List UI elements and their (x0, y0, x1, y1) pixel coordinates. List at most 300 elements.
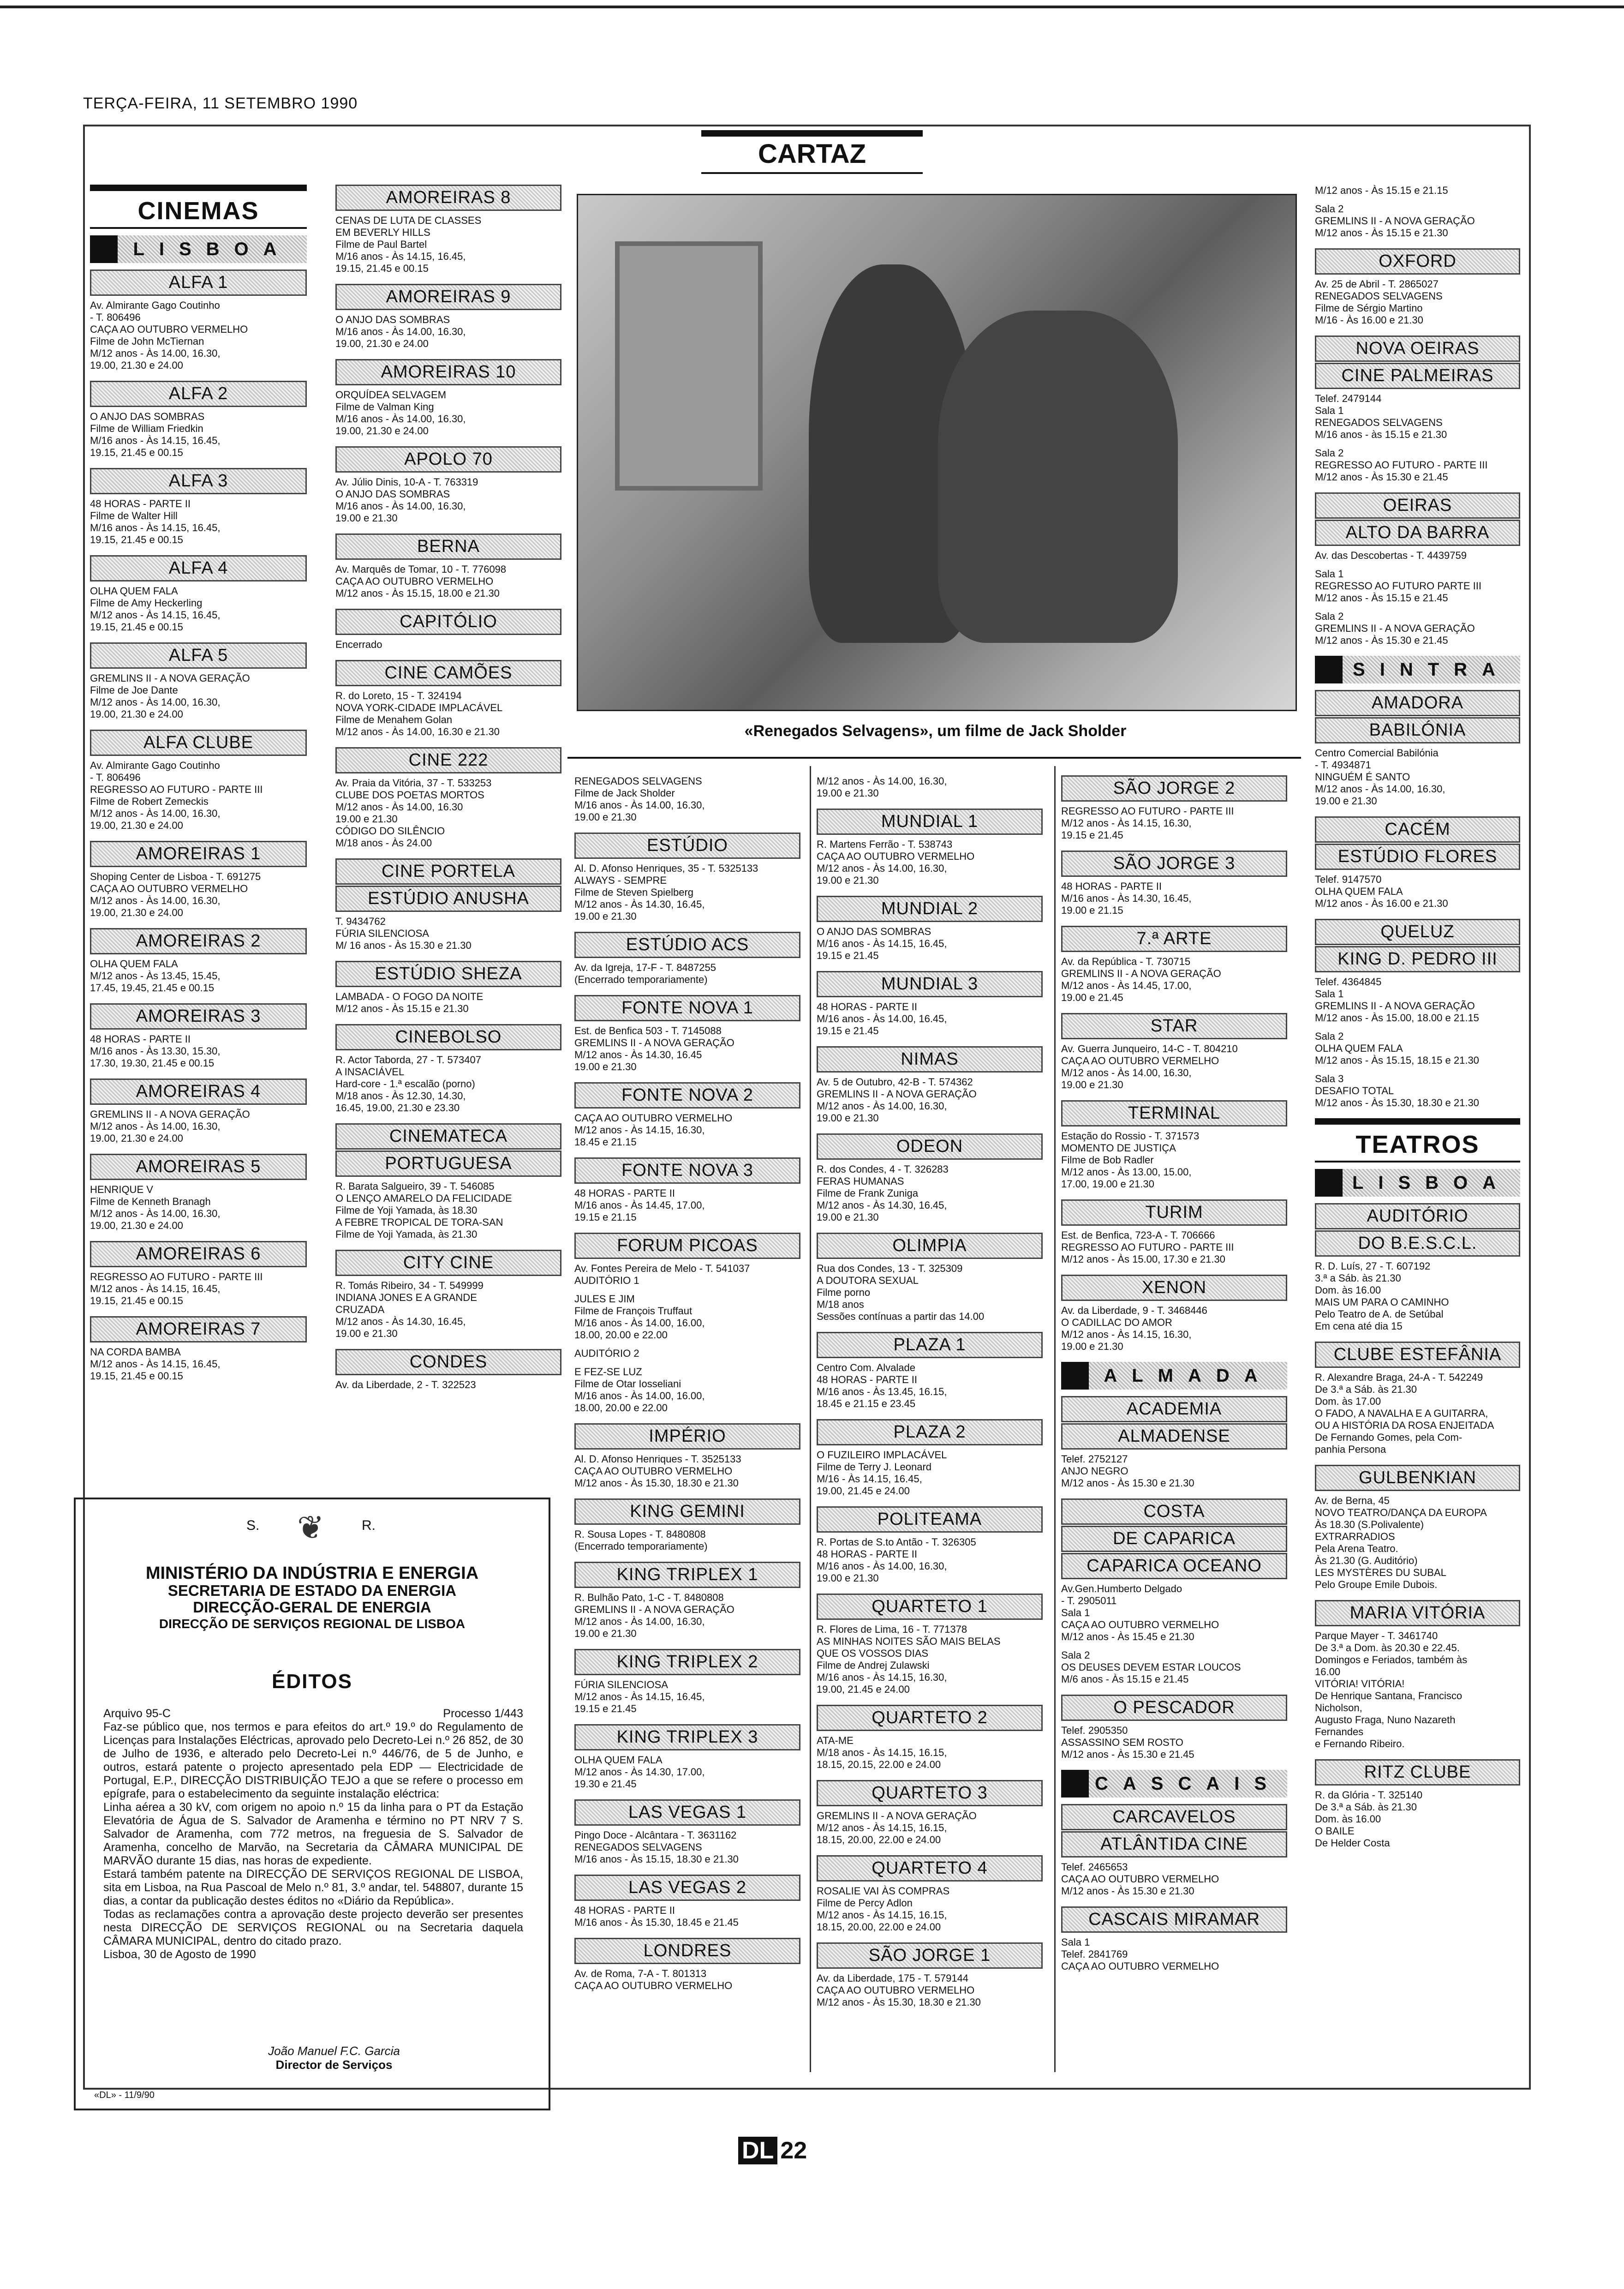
listing-line: 19.00, 21.30 e 24.00 (335, 338, 429, 349)
venue-name: AMOREIRAS 9 (335, 284, 561, 310)
listing-line: CAÇA AO OUTUBRO VERMELHO (1061, 1960, 1219, 1972)
venue-name: STAR (1061, 1013, 1287, 1039)
venue-name: FONTE NOVA 1 (574, 995, 800, 1021)
listing-line: Av. Júlio Dinis, 10-A - T. 763319 (335, 476, 478, 488)
listing-line: REGRESSO AO FUTURO - PARTE III (1061, 1241, 1234, 1253)
listing-line: T. 9434762 (335, 916, 386, 927)
listing-line: AS MINHAS NOITES SÃO MAIS BELAS (817, 1636, 1001, 1647)
listing-line: Al. D. Afonso Henriques, 35 - T. 5325133 (574, 863, 758, 874)
venue-name: FONTE NOVA 3 (574, 1157, 800, 1184)
venue-listing (1315, 690, 1520, 807)
listing-line: 48 HORAS - PARTE II (817, 1548, 918, 1560)
venue-listing (817, 775, 1043, 799)
listing-line: Sala 3 (1315, 1073, 1344, 1085)
listing-line: Av. de Berna, 45 (1315, 1495, 1390, 1506)
venue-name: PORTUGUESA (335, 1150, 561, 1177)
film-still-photo (577, 194, 1297, 711)
listing-line: M/16 anos - Às 14.15, 16.45, (90, 522, 221, 533)
venue-name: OEIRAS (1315, 492, 1520, 519)
top-rule (0, 6, 1624, 8)
listing-line: Av. da Liberdade, 2 - T. 322523 (335, 1379, 476, 1390)
venue-name: XENON (1061, 1275, 1287, 1301)
listing-line: De 3.ª a Sáb. às 21.30 (1315, 1801, 1417, 1813)
listing-line: O FUZILEIRO IMPLACÁVEL (817, 1449, 947, 1461)
listing-line: Filme de Jack Sholder (574, 787, 675, 799)
venue-listing (335, 533, 561, 599)
listing-line (574, 1287, 800, 1293)
venue-name: ALTO DA BARRA (1315, 520, 1520, 546)
city-name: LISBOA (133, 239, 292, 259)
listing-line: De Helder Costa (1315, 1837, 1390, 1849)
listing-line: GREMLINS II - A NOVA GERAÇÃO (817, 1810, 977, 1822)
notice-publication-ref: «DL» - 11/9/90 (94, 2090, 155, 2100)
listing-line: O LENÇO AMARELO DA FELICIDADE (335, 1192, 512, 1204)
listing-line: Av. Almirante Gago Coutinho (90, 300, 220, 311)
listing-line: M/16 - Às 14.15, 16.45, (817, 1473, 922, 1485)
listing-line: CAÇA AO OUTUBRO VERMELHO (90, 883, 248, 894)
listing-line: M/12 anos - Às 14.15, 16.30, (1061, 1329, 1192, 1340)
listing-line: Nicholson, (1315, 1702, 1362, 1714)
listing-line: M/12 anos - Às 15.15 e 21.15 (1315, 185, 1448, 196)
notice-title: ÉDITOS (271, 1670, 352, 1693)
venue-listing (817, 1855, 1043, 1933)
venue-name: CINE 222 (335, 747, 561, 773)
listing-line: M/18 anos (817, 1299, 864, 1310)
listing-line: R. do Loreto, 15 - T. 324194 (335, 690, 462, 701)
venue-listing (817, 1233, 1043, 1323)
listing-line: VITÓRIA! VITÓRIA! (1315, 1678, 1405, 1690)
listing-line: RENEGADOS SELVAGENS (574, 1841, 702, 1853)
listing-line: M/12 anos - Às 14.00, 16.30, (90, 348, 221, 359)
venue-listing (335, 359, 561, 437)
notice-service: DIRECÇÃO DE SERVIÇOS REGIONAL DE LISBOA (159, 1617, 466, 1631)
venue-listing (1315, 1759, 1520, 1849)
listing-line: Av. da República - T. 730715 (1061, 956, 1191, 967)
listing-column-1 (90, 185, 307, 1391)
venue-name: COSTA (1061, 1498, 1287, 1525)
listing-line: Centro Com. Alvalade (817, 1362, 915, 1373)
listing-line: GREMLINS II - A NOVA GERAÇÃO (1315, 1000, 1475, 1012)
listing-line: Av. Marquês de Tomar, 10 - T. 776098 (335, 563, 507, 575)
listing-line: M/12 anos - Às 14.00, 16.30, (817, 775, 947, 787)
venue-name: CONDES (335, 1349, 561, 1375)
listing-line: Av. Guerra Junqueiro, 14-C - T. 804210 (1061, 1043, 1238, 1055)
listing-line: 19.00, 21.30 e 24.00 (90, 360, 183, 371)
listing-line: M/12 anos - Às 14.00, 16.30, (90, 895, 221, 906)
listing-line: 19.00 e 21.30 (1061, 1341, 1123, 1352)
listing-line: GREMLINS II - A NOVA GERAÇÃO (1061, 968, 1221, 979)
listing-line: De Fernando Gomes, pela Com- (1315, 1432, 1463, 1443)
listing-line: 19.30 e 21.45 (574, 1778, 637, 1790)
venue-name: ESTÚDIO ACS (574, 932, 800, 958)
listing-line: O ANJO DAS SOMBRAS (817, 926, 931, 937)
cinemas-title: CINEMAS (90, 195, 307, 229)
venue-listing (1315, 1342, 1520, 1456)
venue-listing (1315, 1465, 1520, 1591)
listing-line: Av. Praia da Vitória, 37 - T. 533253 (335, 777, 492, 789)
listing-line: 19.15 e 21.15 (574, 1211, 637, 1223)
venue-listing (1315, 248, 1520, 326)
listing-line: M/12 anos - Às 15.30 e 21.45 (1315, 471, 1448, 483)
listing-line: Encerrado (335, 639, 382, 650)
listing-line: ORQUÍDEA SELVAGEM (335, 389, 447, 401)
page-number (738, 2137, 807, 2164)
listing-line: 19.00 e 21.30 (817, 1572, 879, 1584)
notice-secretariat: SECRETARIA DE ESTADO DA ENERGIA (167, 1582, 457, 1599)
venue-listing (1061, 1498, 1287, 1685)
listing-line: M/16 anos - às 15.15 e 21.30 (1315, 429, 1447, 440)
venue-name: ALFA 4 (90, 555, 307, 581)
listing-line: NA CORDA BAMBA (90, 1346, 181, 1358)
venue-name: AMOREIRAS 1 (90, 841, 307, 867)
venue-name: BERNA (335, 533, 561, 560)
page-number-value: 22 (780, 2137, 807, 2164)
listing-line: A FEBRE TROPICAL DE TORA-SAN (335, 1216, 503, 1228)
listing-line: 19.00 e 21.45 (1061, 992, 1123, 1003)
listing-line: CAÇA AO OUTUBRO VERMELHO (574, 1465, 733, 1477)
listing-line: Filme de William Friedkin (90, 423, 203, 434)
listing-line: M/16 anos - Às 14.15, 16.45, (90, 435, 221, 446)
cartaz-bar (701, 130, 923, 137)
listing-line: NINGUÉM É SANTO (1315, 771, 1410, 783)
notice-paragraph: Linha aérea a 30 kV, com origem no apoio n.º 15 da linha para o PT da Estação Elevatória de Água de S. Salvador de Aramenha e término no PT NRV 7 S. Salvador de Aramenha, com 772 metros, na freguesia de S. Salvador de Aramenha, concelho de Marvão, na Secretaria da CÂMARA MUNICIPAL DE MARVÃO durante 15 dias, nas horas de expediente. (103, 1801, 523, 1867)
venue-listing (90, 555, 307, 633)
listing-line: M/12 anos - Às 14.30, 16.45, (574, 899, 705, 910)
listing-line: 48 HORAS - PARTE II (1061, 881, 1162, 892)
venue-listing (1315, 816, 1520, 910)
listing-line: M/12 anos - Às 14.00, 16.30, (90, 1208, 221, 1219)
notice-signer: João Manuel F.C. Garcia (268, 2044, 400, 2058)
listing-line: M/12 anos - Às 15.15 e 21.30 (1315, 227, 1448, 239)
listing-line: M/12 anos - Às 16.00 e 21.30 (1315, 898, 1448, 909)
city-banner (90, 235, 307, 263)
listing-line: 19.00 e 21.30 (574, 811, 637, 823)
listing-line: M/12 anos - Às 14.00, 16.30, (90, 808, 221, 819)
listing-line: M/12 anos - Às 15.00, 17.30 e 21.30 (1061, 1253, 1225, 1265)
listing-line: M/16 anos - Às 14.00, 16.45, (817, 1013, 947, 1025)
teatros-title: TEATROS (1315, 1128, 1520, 1162)
city-banner-block (1061, 1770, 1089, 1798)
listing-line: 19.00 e 21.30 (817, 1112, 879, 1124)
listing-line: Est. de Benfica, 723-A - T. 706666 (1061, 1229, 1215, 1241)
listing-line (1315, 1067, 1520, 1073)
venue-name: OLIMPIA (817, 1233, 1043, 1259)
notice-role: Director de Serviços (275, 2058, 393, 2072)
listing-line: R. Martens Ferrão - T. 538743 (817, 839, 953, 850)
listing-line: Filme de Bob Radler (1061, 1154, 1154, 1166)
venue-listing (1315, 185, 1520, 239)
listing-line: 19.00 e 21.30 (335, 1328, 398, 1339)
city-name: ALMADA (1104, 1365, 1272, 1386)
venue-listing (574, 1799, 800, 1865)
newspaper-logo: DL (738, 2137, 777, 2164)
listing-line: 18.15, 20.15, 22.00 e 24.00 (817, 1759, 941, 1770)
listing-line: 19.00, 21.30 e 24.00 (90, 1220, 183, 1231)
venue-name: ALMADENSE (1061, 1423, 1287, 1450)
listing-line: M/12 anos - Às 15.15, 18.15 e 21.30 (1315, 1055, 1479, 1066)
listing-line: M/12 anos - Às 15.15 e 21.45 (1315, 592, 1448, 604)
venue-name: ALFA 3 (90, 468, 307, 494)
venue-listing (90, 1316, 307, 1382)
listing-line: M/16 anos - Às 15.15, 18.30 e 21.30 (574, 1853, 739, 1865)
listing-line: Av. 5 de Outubro, 42-B - T. 574362 (817, 1076, 973, 1088)
venue-name: CINEBOLSO (335, 1024, 561, 1050)
listing-line: ANJO NEGRO (1061, 1465, 1128, 1477)
listing-line: O ANJO DAS SOMBRAS (335, 314, 450, 325)
listing-line: panhia Persona (1315, 1444, 1386, 1455)
listing-line: 48 HORAS - PARTE II (90, 498, 191, 509)
listing-line: Sala 2 (1315, 447, 1344, 459)
listing-line: O ANJO DAS SOMBRAS (335, 488, 450, 500)
listing-line: Parque Mayer - T. 3461740 (1315, 1630, 1438, 1642)
venue-name: QUARTETO 4 (817, 1855, 1043, 1882)
listing-line: CAÇA AO OUTUBRO VERMELHO (1061, 1055, 1219, 1067)
venue-name: MUNDIAL 2 (817, 896, 1043, 922)
city-banner-block (90, 235, 118, 263)
listing-line: Filme de Kenneth Branagh (90, 1196, 211, 1207)
listing-line: M/12 anos - Às 14.00, 16.30, (817, 863, 947, 874)
listing-line: M/12 anos - Às 14.00, 16.30, (574, 1616, 705, 1627)
venue-listing (335, 1024, 561, 1114)
listing-line: Al. D. Afonso Henriques - T. 3525133 (574, 1453, 741, 1465)
venue-listing (90, 928, 307, 994)
venue-name: GULBENKIAN (1315, 1465, 1520, 1491)
listing-line: 19.15 e 21.45 (817, 950, 879, 961)
venue-listing (90, 841, 307, 919)
listing-line: Filme porno (817, 1287, 871, 1298)
venue-name: SÃO JORGE 2 (1061, 775, 1287, 802)
venue-listing (1061, 1804, 1287, 1897)
listing-line: EM BEVERLY HILLS (335, 227, 430, 238)
venue-name: FONTE NOVA 2 (574, 1082, 800, 1109)
page-date: TERÇA-FEIRA, 11 SETEMBRO 1990 (83, 95, 358, 112)
listing-line: M/16 anos - Às 14.00, 16.30, (335, 500, 466, 512)
venue-listing (1061, 1695, 1287, 1761)
city-banner (1315, 656, 1520, 683)
listing-line: Sessões contínuas a partir das 14.00 (817, 1311, 985, 1322)
photo-caption: «Renegados Selvagens», um filme de Jack Sholder (744, 722, 1127, 740)
notice-ministry: MINISTÉRIO DA INDÚSTRIA E ENERGIA (145, 1564, 479, 1583)
venue-name: MUNDIAL 3 (817, 971, 1043, 997)
listing-line: GREMLINS II - A NOVA GERAÇÃO (574, 1037, 734, 1049)
listing-line: FERAS HUMANAS (817, 1175, 904, 1187)
listing-line: O ANJO DAS SOMBRAS (90, 411, 205, 422)
listing-line: - T. 4934871 (1315, 759, 1371, 771)
city-banner-block (1061, 1362, 1089, 1390)
listing-line: O FADO, A NAVALHA E A GUITARRA, (1315, 1408, 1488, 1419)
venue-listing (574, 775, 800, 823)
listing-line: M/12 anos - Às 15.30, 18.30 e 21.30 (817, 1996, 981, 2008)
listing-line: OLHA QUEM FALA (90, 958, 178, 970)
official-notice (74, 1498, 550, 2110)
listing-line: 19.15, 21.45 e 00.15 (335, 263, 429, 274)
listing-line: M/12 anos - Às 15.30 e 21.45 (1315, 635, 1448, 646)
listing-line: REGRESSO AO FUTURO - PARTE III (1315, 459, 1488, 471)
listing-line (1315, 197, 1520, 203)
venue-name: DE CAPARICA (1061, 1526, 1287, 1552)
venue-name: BABILÓNIA (1315, 717, 1520, 743)
venue-listing (1315, 1600, 1520, 1750)
venue-listing (335, 609, 561, 651)
venue-listing (574, 1082, 800, 1148)
venue-name: ESTÚDIO (574, 833, 800, 859)
listing-line: 19.00 e 21.30 (1315, 795, 1377, 807)
listing-line: Estação do Rossio - T. 371573 (1061, 1130, 1200, 1142)
caption-rule (567, 757, 1301, 759)
listing-line: R. Actor Taborda, 27 - T. 573407 (335, 1054, 481, 1066)
listing-line: Sala 1 (1315, 405, 1344, 416)
venue-listing (90, 642, 307, 720)
venue-name: CITY CINE (335, 1250, 561, 1276)
listing-line: Augusto Fraga, Nuno Nazareth (1315, 1714, 1456, 1726)
listing-line: Telef. 2841769 (1061, 1948, 1128, 1960)
listing-column-5 (1061, 775, 1287, 1982)
venue-name: KING D. PEDRO III (1315, 946, 1520, 972)
venue-listing (574, 1562, 800, 1640)
notice-s: S. (246, 1518, 260, 1533)
listing-line: REGRESSO AO FUTURO - PARTE III (90, 784, 263, 795)
listing-line: HENRIQUE V (90, 1184, 153, 1195)
venue-listing (90, 270, 307, 372)
venue-listing (1315, 919, 1520, 1109)
venue-listing (90, 1079, 307, 1144)
teatros-rule (1315, 1118, 1520, 1125)
venue-name: DO B.E.S.C.L. (1315, 1230, 1520, 1257)
listing-line: Av.Gen.Humberto Delgado (1061, 1583, 1182, 1594)
listing-line: R. D. Luís, 27 - T. 607192 (1315, 1260, 1431, 1272)
listing-line: ASSASSINO SEM ROSTO (1061, 1737, 1183, 1748)
listing-line: 19.15, 21.45 e 00.15 (90, 1370, 183, 1382)
venue-name: ACADEMIA (1061, 1396, 1287, 1422)
listing-line: 19.15 e 21.45 (1061, 829, 1123, 841)
listing-line: 48 HORAS - PARTE II (817, 1374, 918, 1385)
venue-listing (1315, 492, 1520, 647)
listing-line: Filme de Yoji Yamada, às 18.30 (335, 1204, 478, 1216)
listing-line: R. Tomás Ribeiro, 34 - T. 549999 (335, 1280, 484, 1291)
listing-line: - T. 2905011 (1061, 1595, 1117, 1606)
listing-line: Filme de Andrej Zulawski (817, 1660, 930, 1671)
listing-line: 19.15, 21.45 e 00.15 (90, 534, 183, 545)
venue-name: PLAZA 2 (817, 1419, 1043, 1445)
venue-name: TERMINAL (1061, 1100, 1287, 1127)
listing-line: RENEGADOS SELVAGENS (1315, 290, 1443, 302)
venue-listing (1061, 1396, 1287, 1489)
listing-line: Telef. 4364845 (1315, 976, 1382, 988)
listing-line: Filme de Frank Zuniga (817, 1187, 919, 1199)
venue-name: CASCAIS MIRAMAR (1061, 1906, 1287, 1933)
listing-column-4 (817, 775, 1043, 2018)
venue-name: ALFA 5 (90, 642, 307, 669)
listing-line: 18.15, 20.00, 22.00 e 24.00 (817, 1834, 941, 1846)
venue-name: APOLO 70 (335, 446, 561, 473)
listing-line: R. Flores de Lima, 16 - T. 771378 (817, 1624, 967, 1635)
listing-line: Filme de Otar Iosseliani (574, 1378, 681, 1390)
listing-line: CAÇA AO OUTUBRO VERMELHO (1061, 1619, 1219, 1630)
listing-line: M/16 anos - Às 14.00, 16.30, (817, 1560, 947, 1572)
listing-line: M/6 anos - Às 15.15 e 21.45 (1061, 1673, 1189, 1685)
venue-listing (817, 1046, 1043, 1124)
venue-name: CLUBE ESTEFÂNIA (1315, 1342, 1520, 1368)
listing-line: Av. 25 de Abril - T. 2865027 (1315, 278, 1439, 290)
venue-name: QUELUZ (1315, 919, 1520, 945)
listing-line: De Henrique Santana, Francisco (1315, 1690, 1463, 1702)
listing-column-2 (335, 185, 561, 1400)
listing-line: 19.00 e 21.30 (817, 787, 879, 799)
listing-line: Shoping Center de Lisboa - T. 691275 (90, 871, 261, 882)
listing-line: M/12 anos - Às 14.30, 16.45, (335, 1316, 466, 1327)
listing-line: 48 HORAS - PARTE II (574, 1187, 675, 1199)
listing-line: De 3.ª a Dom. às 20.30 e 22.45. (1315, 1642, 1460, 1654)
city-banner-block (1315, 656, 1343, 683)
listing-line: M/16 anos - Às 14.15, 16.45, (817, 938, 947, 949)
listing-line: Centro Comercial Babilónia (1315, 747, 1439, 759)
listing-line: M/12 anos - Às 14.00, 16.30, (90, 1121, 221, 1132)
venue-name: ALFA CLUBE (90, 730, 307, 756)
listing-line: CAÇA AO OUTUBRO VERMELHO (574, 1980, 733, 1991)
listing-line: GREMLINS II - A NOVA GERAÇÃO (90, 672, 250, 684)
cinemas-rule (90, 185, 307, 191)
venue-name: AMOREIRAS 6 (90, 1241, 307, 1267)
listing-line: GREMLINS II - A NOVA GERAÇÃO (817, 1088, 977, 1100)
listing-line: Filme de Valman King (335, 401, 434, 413)
listing-line: M/12 anos - Às 14.00, 16.30, (90, 696, 221, 708)
venue-listing (574, 1498, 800, 1552)
listing-line: 17.00, 19.00 e 21.30 (1061, 1178, 1154, 1190)
venue-name: KING GEMINI (574, 1498, 800, 1525)
listing-line: M/12 anos - Às 15.30, 18.30 e 21.30 (1315, 1097, 1479, 1109)
listing-line: Sala 1 (1061, 1936, 1090, 1948)
listing-line: 19.00, 21.30 e 24.00 (90, 708, 183, 720)
listing-line: Av. de Roma, 7-A - T. 801313 (574, 1968, 707, 1979)
listing-line: O CADILLAC DO AMOR (1061, 1317, 1172, 1328)
listing-line: 19.00, 21.30 e 24.00 (90, 820, 183, 831)
listing-line: M/12 anos - Às 15.15, 18.00 e 21.30 (335, 587, 500, 599)
listing-line: 19.00, 21.30 e 24.00 (335, 425, 429, 437)
listing-line (574, 1341, 800, 1348)
listing-line: RENEGADOS SELVAGENS (1315, 417, 1443, 428)
notice-directorate: DIRECÇÃO-GERAL DE ENERGIA (193, 1599, 431, 1616)
listing-line: M/16 anos - Às 14.00, 16.00, (574, 1390, 705, 1402)
venue-listing (1061, 1199, 1287, 1265)
listing-line: Dom. às 16.00 (1315, 1284, 1381, 1296)
listing-line: RENEGADOS SELVAGENS (574, 775, 702, 787)
listing-line: Filme de Joe Dante (90, 684, 178, 696)
listing-line: Av. da Liberdade, 175 - T. 579144 (817, 1972, 969, 1984)
listing-line: M/12 anos - Às 14.15, 16.30, (574, 1124, 705, 1136)
listing-line: 19.15, 21.45 e 00.15 (90, 1295, 183, 1306)
listing-line: 16.00 (1315, 1666, 1341, 1678)
listing-line: Filme de Paul Bartel (335, 239, 427, 250)
listing-line: OLHA QUEM FALA (1315, 1043, 1403, 1054)
venue-name: OXFORD (1315, 248, 1520, 275)
listing-line: M/18 anos - Às 12.30, 14.30, (335, 1090, 466, 1102)
listing-line: M/16 anos - Às 13.45, 16.15, (817, 1386, 947, 1397)
listing-line: M/12 anos - Às 14.30, 16.45 (574, 1049, 702, 1061)
listing-line: Dom. às 17.00 (1315, 1396, 1381, 1407)
listing-line (1315, 441, 1520, 447)
venue-listing (1061, 926, 1287, 1004)
listing-line: 19.00 e 21.30 (335, 813, 398, 825)
listing-line: Hard-core - 1.ª escalão (porno) (335, 1078, 475, 1090)
venue-name: ALFA 1 (90, 270, 307, 296)
listing-line: Telef. 2905350 (1061, 1725, 1128, 1736)
listing-line: e Fernando Ribeiro. (1315, 1738, 1405, 1750)
listing-line: Filme de Robert Zemeckis (90, 796, 209, 807)
venue-name: SÃO JORGE 1 (817, 1942, 1043, 1969)
listing-line: 18.00, 20.00 e 22.00 (574, 1402, 668, 1414)
listing-line: 48 HORAS - PARTE II (90, 1033, 191, 1045)
venue-name: AMOREIRAS 8 (335, 185, 561, 211)
